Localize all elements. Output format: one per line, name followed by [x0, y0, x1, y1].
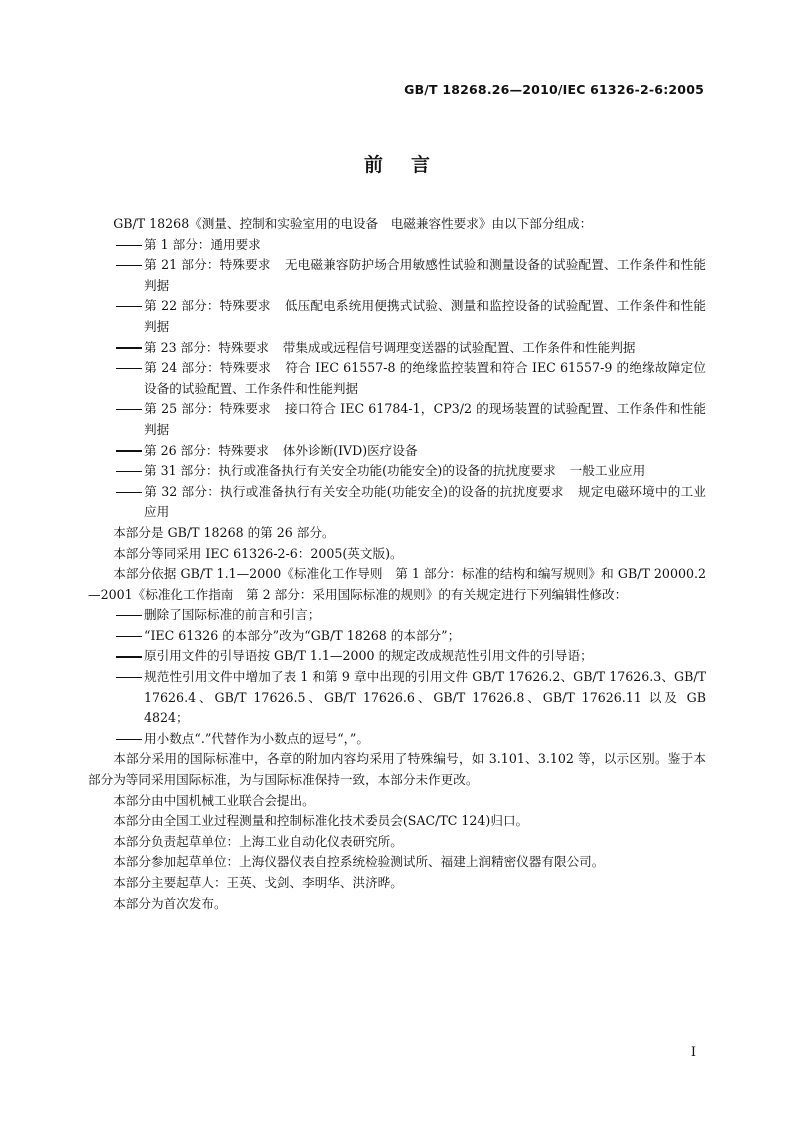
list-item — [88, 461, 706, 482]
participants-paragraph: 本部分参加起草单位：上海仪器仪表自控系统检验测试所、福建上润精密仪器有限公司。 — [113, 854, 605, 870]
proposer-paragraph: 本部分由中国机械工业联合会提出。 — [113, 792, 315, 808]
part-label: 第 1 部分：通用要求 — [144, 236, 261, 252]
list-item — [88, 646, 706, 667]
part-label: 第 22 部分：特殊要求 — [144, 298, 271, 314]
dash-mark — [116, 605, 144, 626]
owner-paragraph: 本部分由全国工业过程测量和控制标准化技术委员会(SAC/TC 124)归口。 — [113, 813, 529, 829]
list-item — [88, 441, 706, 462]
foreword-body — [88, 214, 706, 914]
part-label: 第 21 部分：特殊要求 — [144, 257, 271, 273]
edit-text: 删除了国际标准的前言和引言； — [144, 607, 321, 623]
drafter-paragraph: 本部分负责起草单位：上海工业自动化仪表研究所。 — [113, 833, 403, 849]
dash-mark — [116, 626, 144, 647]
release-paragraph: 本部分为首次发布。 — [113, 895, 227, 911]
dash-mark — [116, 482, 144, 503]
list-item — [88, 338, 706, 359]
dash-mark — [116, 338, 144, 359]
edit-text: “IEC 61326 的本部分”改为“GB/T 18268 的本部分”； — [144, 627, 461, 643]
list-item — [88, 626, 706, 647]
part-subject: 符合 IEC 61557-8 的绝缘监控装置和符合 IEC 61557-9 的绝缘故障定位设备的试验配置、工作条件和性能判据 — [144, 360, 706, 396]
numbering-paragraph: 本部分采用的国际标准中，各章的附加内容均采用了特殊编号，如 3.101、3.102 等，以示区别。鉴于本部分为等同采用国际标准，为与国际标准保持一致，本部分未作更改。 — [88, 751, 706, 788]
part-subject: 带集成或远程信号调理变送器的试验配置、工作条件和性能判据 — [282, 339, 636, 355]
part-subject: 规定电磁环境中的工业应用 — [144, 483, 707, 520]
dash-mark — [116, 399, 144, 420]
dash-mark — [116, 667, 144, 688]
edit-text: 规范性引用文件中增加了表 1 和第 9 章中出现的引用文件 GB/T 17626.2、GB/T 17626.3、GB/T 17626.4、GB/T 17626.5、GB/T 17626.6、GB/T 17626.8、GB/T 17626.11 以及 GB 4824； — [144, 669, 706, 726]
list-item — [88, 358, 706, 399]
dash-mark — [116, 235, 144, 256]
edit-text: 用小数点“.”代替作为小数点的逗号“，”。 — [144, 730, 369, 746]
edits-list — [88, 605, 706, 749]
part-label: 第 24 部分：特殊要求 — [144, 360, 272, 376]
dash-mark — [116, 461, 144, 482]
dash-mark — [116, 729, 144, 750]
edit-text: 原引用文件的引导语按 GB/T 1.1—2000 的规定改成规范性引用文件的引导语； — [144, 648, 593, 664]
part-subject: 低压配电系统用便携式试验、测量和监控设备的试验配置、工作条件和性能判据 — [144, 298, 706, 334]
part-label: 第 32 部分：执行或准备执行有关安全功能(功能安全)的设备的抗扰度要求 — [144, 483, 564, 499]
standard-number: GB/T 18268.26—2010/IEC 61326-2-6:2005 — [404, 82, 704, 97]
list-item — [88, 667, 706, 729]
authors-paragraph: 本部分主要起草人：王英、戈剑、李明华、洪济晔。 — [113, 875, 403, 890]
part-number-paragraph: 本部分是 GB/T 18268 的第 26 部分。 — [113, 524, 335, 540]
parts-list — [88, 235, 706, 523]
list-item — [88, 729, 706, 750]
list-item — [88, 255, 706, 296]
part-subject: 体外诊断(IVD)医疗设备 — [282, 442, 418, 458]
part-subject: 一般工业应用 — [569, 463, 646, 479]
list-item — [88, 399, 706, 440]
part-label: 第 25 部分：特殊要求 — [144, 401, 271, 417]
dash-mark — [116, 296, 144, 317]
list-item — [88, 605, 706, 626]
dash-mark — [116, 441, 144, 462]
part-label: 第 26 部分：特殊要求 — [144, 442, 269, 458]
list-item — [88, 482, 706, 523]
part-subject: 无电磁兼容防护场合用敏感性试验和测量设备的试验配置、工作条件和性能判据 — [144, 257, 706, 293]
equivalence-paragraph: 本部分等同采用 IEC 61326-2-6：2005(英文版)。 — [113, 545, 403, 561]
dash-mark — [116, 646, 144, 667]
list-item — [88, 296, 706, 337]
part-label: 第 31 部分：执行或准备执行有关安全功能(功能安全)的设备的抗扰度要求 — [144, 463, 556, 479]
dash-mark — [116, 358, 144, 379]
list-item — [88, 235, 706, 256]
page-title: 前言 — [363, 154, 458, 176]
basis-paragraph: 本部分依据 GB/T 1.1—2000《标准化工作导则 第 1 部分：标准的结构和编写规则》和 GB/T 20000.2—2001《标准化工作指南 第 2 部分：采用国际标准的规则》的有关规定进行下列编辑性修改： — [88, 566, 706, 602]
part-label: 第 23 部分：特殊要求 — [144, 339, 269, 355]
dash-mark — [116, 255, 144, 276]
part-subject: 接口符合 IEC 61784-1，CP3/2 的现场装置的试验配置、工作条件和性能判据 — [144, 401, 706, 437]
intro-paragraph: GB/T 18268《测量、控制和实验室用的电设备 电磁兼容性要求》由以下部分组成： — [113, 216, 593, 231]
page-number: I — [690, 1045, 696, 1060]
